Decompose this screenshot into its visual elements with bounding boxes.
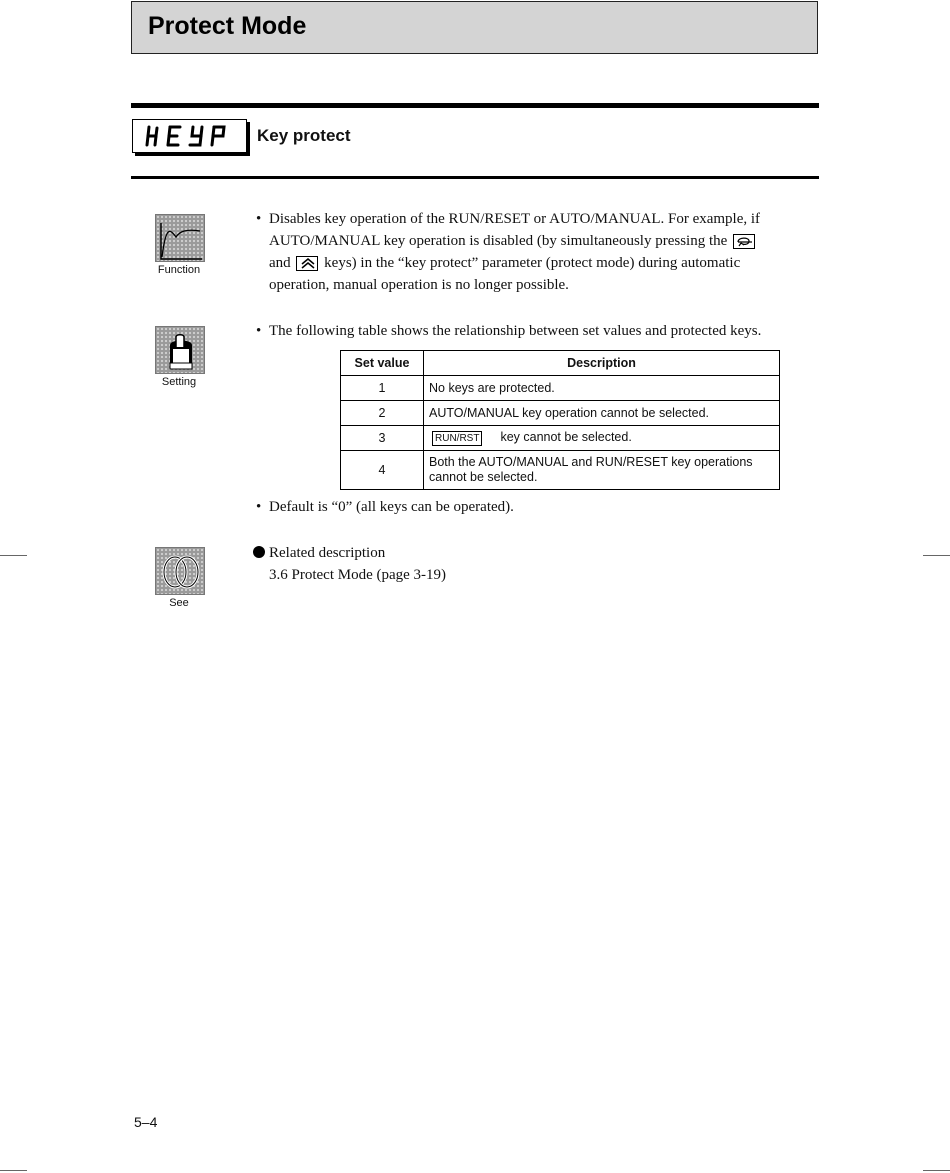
function-line-2 (269, 230, 760, 252)
parameter-display-code (132, 119, 247, 153)
table-header-row (341, 351, 780, 376)
setting-label: Setting (161, 376, 197, 388)
table-cell-description: AUTO/MANUAL key operation cannot be selected. (424, 401, 780, 426)
see-label: See (169, 597, 189, 609)
table-cell-description (424, 426, 780, 451)
table-cell-value: 1 (341, 376, 424, 401)
related-reference-link[interactable]: 3.6 Protect Mode (page 3-19) (269, 567, 447, 583)
table-cell-description-line-2: cannot be selected. (429, 470, 538, 484)
section-rule (131, 176, 819, 179)
crop-mark-bottom-left (0, 1170, 27, 1171)
table-row (341, 426, 780, 451)
set-value-table (340, 350, 780, 490)
see-rings-icon (155, 547, 205, 595)
header-box (131, 1, 818, 54)
function-line-2-text: AUTO/MANUAL key operation is disabled (by simultaneously pressing the (269, 233, 728, 249)
related-bullet-icon (253, 546, 265, 558)
table-cell-value: 3 (341, 426, 424, 451)
function-line-3a: and (269, 255, 291, 271)
bullet-setting: • (256, 323, 262, 339)
table-row (341, 401, 780, 426)
table-cell-description-line-1: Both the AUTO/MANUAL and RUN/RESET key operations (429, 455, 753, 469)
function-line-3 (269, 252, 760, 274)
parameter-title: Key protect (257, 126, 351, 145)
table-cell-value: 4 (341, 451, 424, 490)
default-note: Default is “0” (all keys can be operated). (269, 499, 514, 515)
bullet-function: • (256, 211, 262, 227)
crop-mark-bottom-right (923, 1170, 950, 1171)
setting-intro: The following table shows the relationship between set values and protected keys. (269, 323, 762, 339)
function-text (269, 208, 760, 296)
function-graph-icon (155, 214, 205, 262)
crop-mark-left (0, 555, 27, 556)
table-row (341, 451, 780, 490)
table-cell-description-text: key cannot be selected. (500, 430, 632, 444)
table-header-description: Description (424, 351, 780, 376)
related-heading: Related description (269, 545, 386, 561)
table-header-set-value: Set value (341, 351, 424, 376)
setting-hand-icon (155, 326, 205, 374)
table-row (341, 376, 780, 401)
function-label: Function (157, 264, 201, 276)
page-title: Protect Mode (148, 12, 307, 40)
table-cell-description (424, 451, 780, 490)
table-cell-description: No keys are protected. (424, 376, 780, 401)
function-line-4: operation, manual operation is no longer possible. (269, 277, 569, 293)
seven-segment-kEyP (143, 124, 235, 148)
top-rule (131, 103, 819, 108)
crop-mark-right (923, 555, 950, 556)
function-line-1: Disables key operation of the RUN/RESET or AUTO/MANUAL. For example, if (269, 211, 761, 227)
double-up-arrow-icon (296, 256, 318, 271)
related-description (269, 542, 446, 586)
function-line-3b: keys) in the “key protect” parameter (protect mode) during automatic (324, 255, 741, 271)
run-rst-key-label: RUN/RST (432, 431, 482, 446)
loop-arrow-icon (733, 234, 755, 249)
page-number: 5–4 (134, 1114, 158, 1130)
table-cell-value: 2 (341, 401, 424, 426)
bullet-default: • (256, 499, 262, 515)
